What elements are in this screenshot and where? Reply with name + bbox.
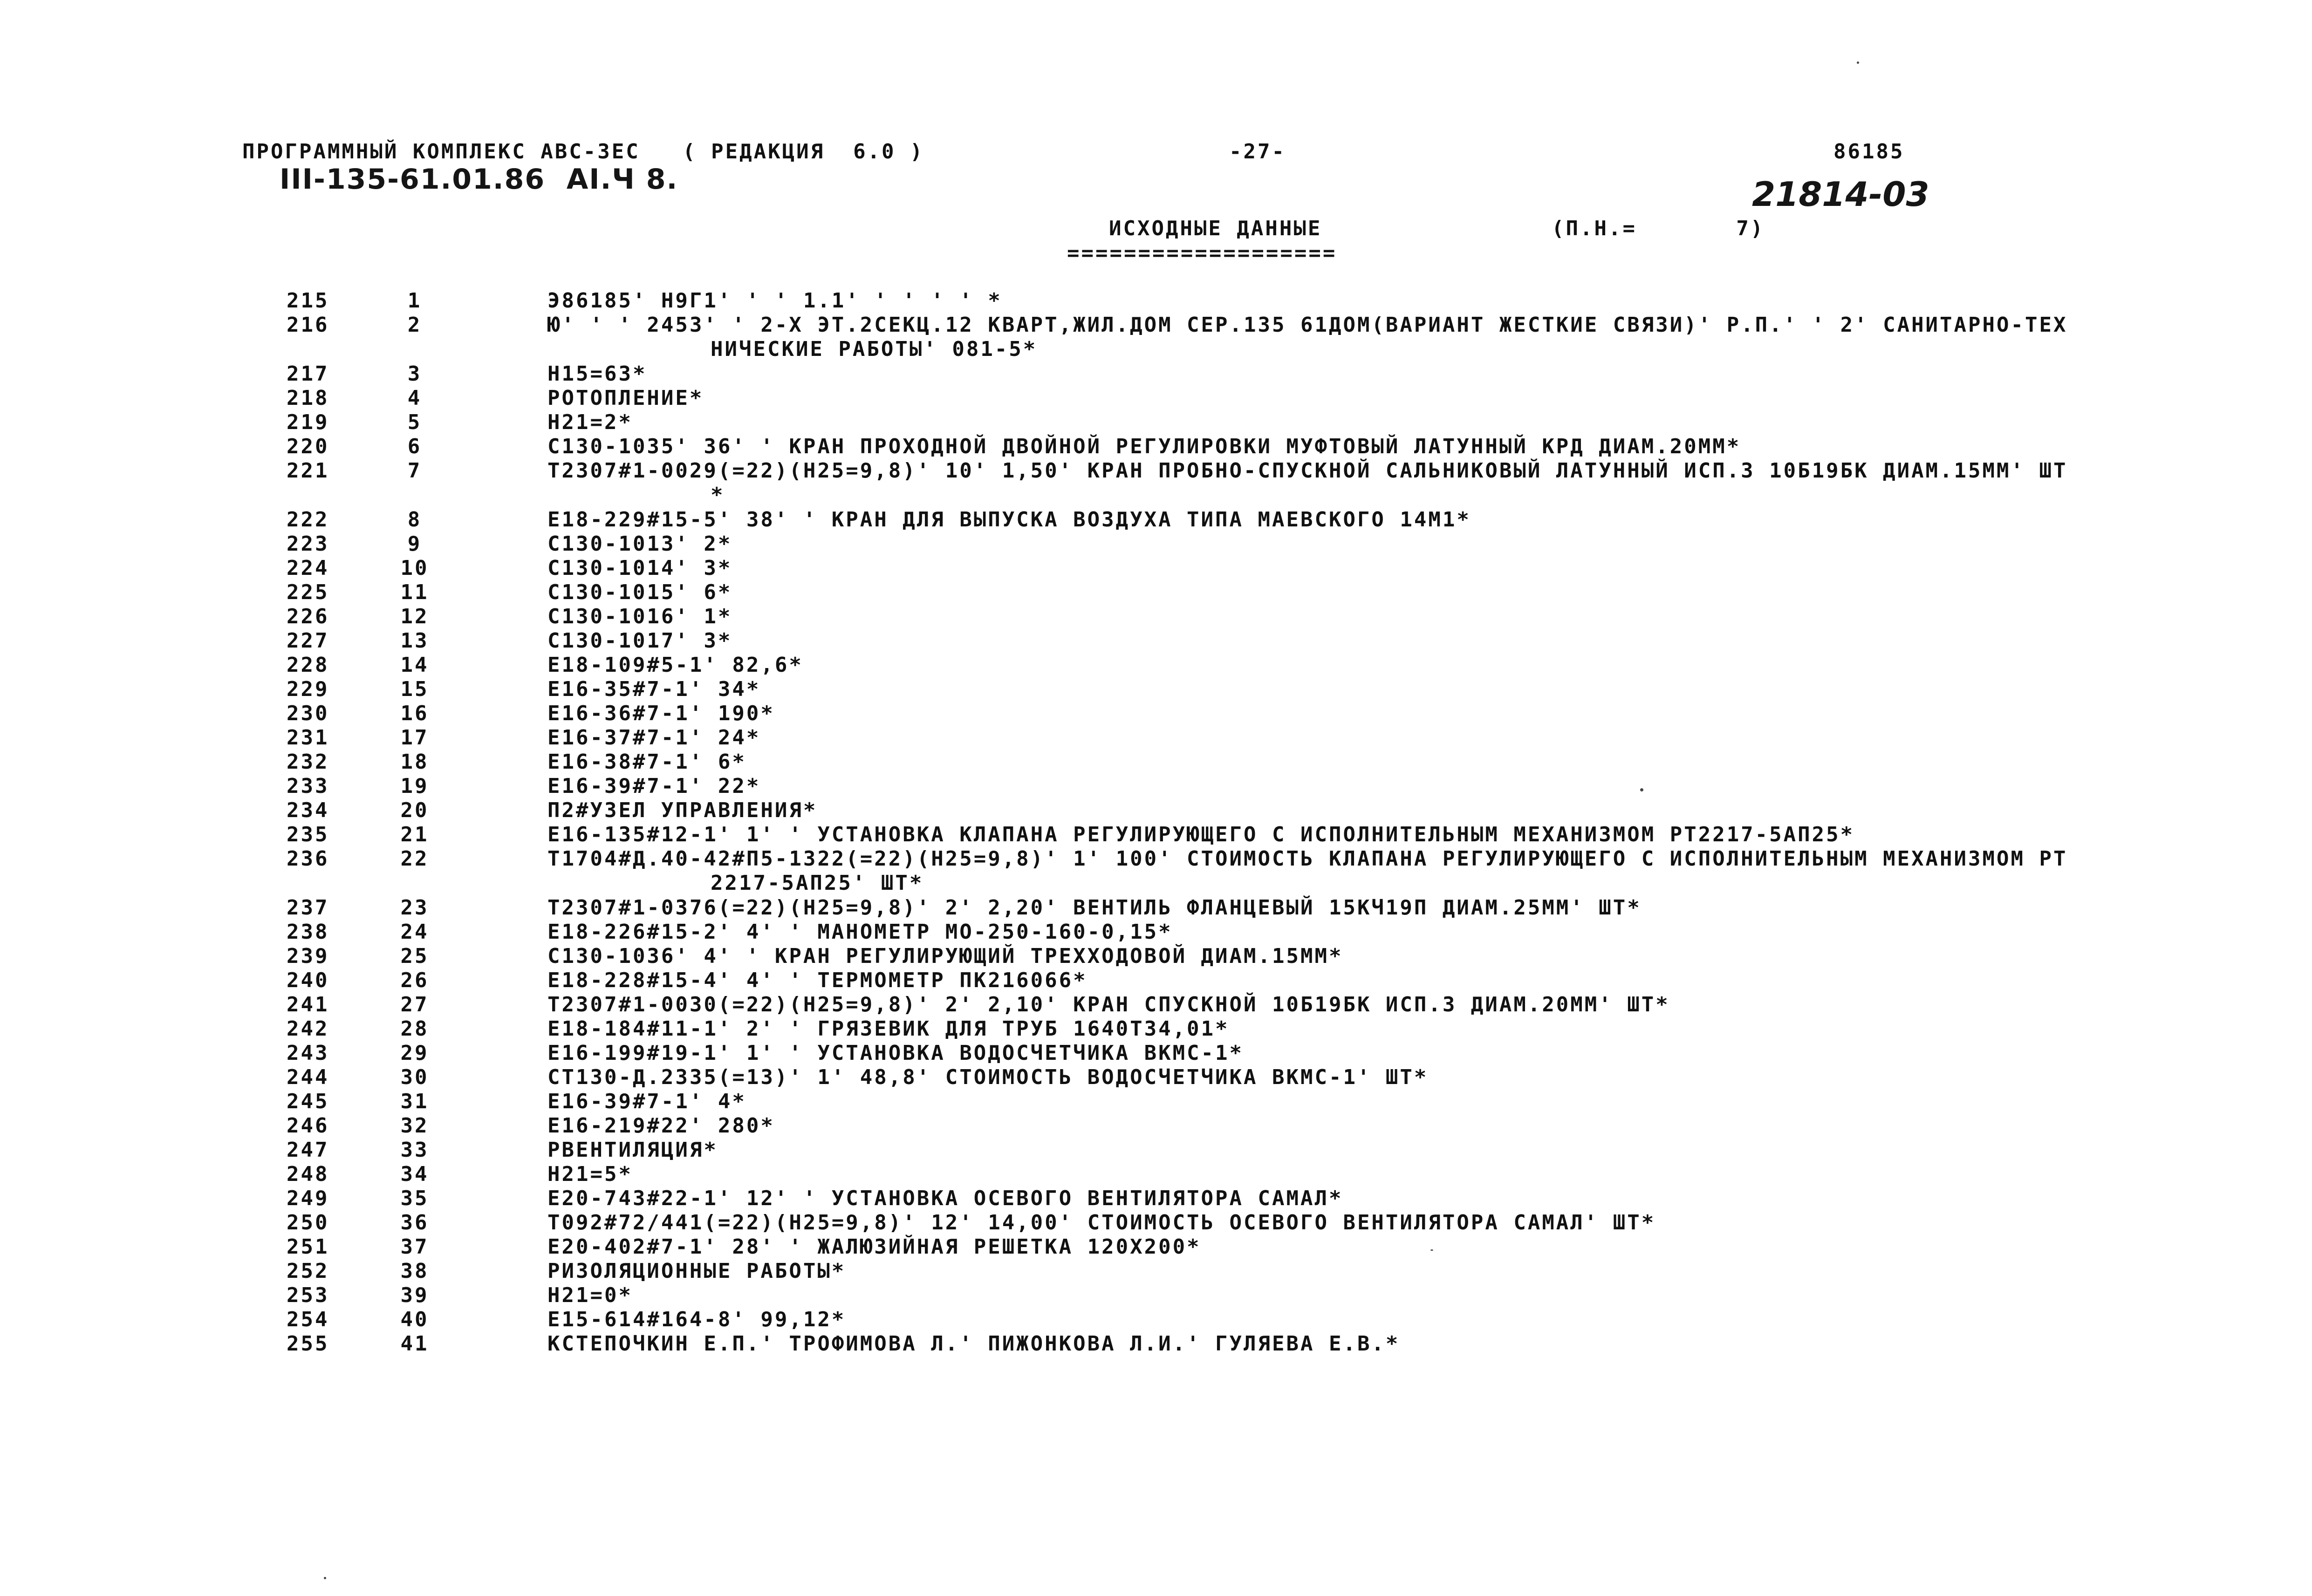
row-index: 26 xyxy=(400,969,429,992)
row-text: Е16-38#7-1' 6* xyxy=(547,750,746,774)
row-index: 41 xyxy=(400,1332,429,1356)
row-index: 30 xyxy=(400,1065,429,1089)
row-sequence-number: 252 xyxy=(287,1259,329,1283)
handwritten-number: 21814-03 xyxy=(1752,175,1929,214)
row-text: Е16-37#7-1' 24* xyxy=(547,726,761,750)
row-text: Н21=2* xyxy=(547,410,633,434)
row-index: 22 xyxy=(400,847,429,871)
row-index: 4 xyxy=(407,386,422,410)
row-continuation: * xyxy=(711,483,725,507)
row-sequence-number: 215 xyxy=(287,289,329,313)
scan-speck xyxy=(1430,1249,1433,1251)
row-sequence-number: 218 xyxy=(287,386,329,410)
row-text: Т092#72/441(=22)(Н25=9,8)' 12' 14,00' СТОИМОСТЬ ОСЕВОГО ВЕНТИЛЯТОРА САМАЛ' ШТ* xyxy=(547,1211,1656,1235)
row-sequence-number: 240 xyxy=(287,969,329,992)
row-text: Е18-229#15-5' 38' ' КРАН ДЛЯ ВЫПУСКА ВОЗДУХА ТИПА МАЕВСКОГО 14М1* xyxy=(547,508,1471,532)
row-sequence-number: 233 xyxy=(287,774,329,798)
row-index: 7 xyxy=(407,459,422,483)
row-continuation: НИЧЕСКИЕ РАБОТЫ' 081-5* xyxy=(711,337,1038,361)
row-index: 18 xyxy=(400,750,429,774)
handwritten-code: III-135-61.01.86 АI.Ч 8. xyxy=(280,163,678,196)
row-index: 15 xyxy=(400,677,429,701)
row-text: РИЗОЛЯЦИОННЫЕ РАБОТЫ* xyxy=(547,1259,846,1283)
row-sequence-number: 239 xyxy=(287,944,329,968)
row-sequence-number: 222 xyxy=(287,508,329,532)
row-text: СТ130-Д.2335(=13)' 1' 48,8' СТОИМОСТЬ ВОДОСЧЕТЧИКА ВКМС-1' ШТ* xyxy=(547,1065,1429,1089)
row-index: 39 xyxy=(400,1283,429,1307)
row-sequence-number: 255 xyxy=(287,1332,329,1356)
row-index: 24 xyxy=(400,920,429,944)
scan-speck xyxy=(1857,61,1859,64)
row-text: П2#УЗЕЛ УПРАВЛЕНИЯ* xyxy=(547,798,818,822)
row-sequence-number: 232 xyxy=(287,750,329,774)
row-text: Е20-402#7-1' 28' ' ЖАЛЮЗИЙНАЯ РЕШЕТКА 120Х200* xyxy=(547,1235,1201,1259)
row-text: КСТЕПОЧКИН Е.П.' ТРОФИМОВА Л.' ПИЖОНКОВА Л.И.' ГУЛЯЕВА Е.В.* xyxy=(547,1332,1400,1356)
row-sequence-number: 251 xyxy=(287,1235,329,1259)
row-sequence-number: 231 xyxy=(287,726,329,750)
row-index: 16 xyxy=(400,702,429,725)
row-sequence-number: 219 xyxy=(287,410,329,434)
row-sequence-number: 228 xyxy=(287,653,329,677)
row-sequence-number: 238 xyxy=(287,920,329,944)
section-title: ИСХОДНЫЕ ДАННЫЕ xyxy=(1109,217,1322,240)
row-sequence-number: 227 xyxy=(287,629,329,653)
row-text: Е16-135#12-1' 1' ' УСТАНОВКА КЛАПАНА РЕГУЛИРУЮЩЕГО С ИСПОЛНИТЕЛЬНЫМ МЕХАНИЗМОМ РТ2217-5АП25* xyxy=(547,823,1855,846)
row-text: С130-1014' 3* xyxy=(547,556,732,580)
row-text: Е15-614#164-8' 99,12* xyxy=(547,1308,846,1331)
row-text: Н15=63* xyxy=(547,362,647,386)
row-sequence-number: 243 xyxy=(287,1041,329,1065)
row-text: Е16-39#7-1' 22* xyxy=(547,774,761,798)
row-text: Е16-36#7-1' 190* xyxy=(547,702,775,725)
page-number: -27- xyxy=(1229,140,1286,164)
document-number: 86185 xyxy=(1833,140,1905,164)
row-index: 35 xyxy=(400,1187,429,1210)
row-index: 21 xyxy=(400,823,429,846)
row-sequence-number: 236 xyxy=(287,847,329,871)
section-param: (П.Н.= 7) xyxy=(1552,217,1765,240)
row-text: С130-1035' 36' ' КРАН ПРОХОДНОЙ ДВОЙНОЙ РЕГУЛИРОВКИ МУФТОВЫЙ ЛАТУННЫЙ КРД ДИАМ.20ММ* xyxy=(547,435,1741,458)
row-index: 13 xyxy=(400,629,429,653)
row-index: 38 xyxy=(400,1259,429,1283)
row-sequence-number: 229 xyxy=(287,677,329,701)
row-index: 32 xyxy=(400,1114,429,1138)
row-index: 12 xyxy=(400,605,429,628)
row-index: 3 xyxy=(407,362,422,386)
row-sequence-number: 237 xyxy=(287,896,329,920)
row-sequence-number: 250 xyxy=(287,1211,329,1235)
row-text: РОТОПЛЕНИЕ* xyxy=(547,386,704,410)
scan-speck xyxy=(324,1577,326,1579)
row-index: 2 xyxy=(407,313,422,337)
row-text: Е16-199#19-1' 1' ' УСТАНОВКА ВОДОСЧЕТЧИКА ВКМС-1* xyxy=(547,1041,1244,1065)
row-text: С130-1015' 6* xyxy=(547,580,732,604)
row-index: 25 xyxy=(400,944,429,968)
row-sequence-number: 217 xyxy=(287,362,329,386)
section-underline: =================== xyxy=(1067,241,1337,265)
row-text: Е16-219#22' 280* xyxy=(547,1114,775,1138)
row-index: 11 xyxy=(400,580,429,604)
row-text: Т2307#1-0029(=22)(Н25=9,8)' 10' 1,50' КРАН ПРОБНО-СПУСКНОЙ САЛЬНИКОВЫЙ ЛАТУННЫЙ ИСП.3 10Б19БК ДИАМ.15ММ' ШТ xyxy=(547,459,2068,483)
row-index: 17 xyxy=(400,726,429,750)
row-index: 33 xyxy=(400,1138,429,1162)
row-text: Ю' ' ' 2453' ' 2-Х ЭТ.2СЕКЦ.12 КВАРТ,ЖИЛ.ДОМ СЕР.135 61ДОМ(ВАРИАНТ ЖЕСТКИЕ СВЯЗИ)' Р.П.' ' 2' САНИТАРНО-ТЕХ xyxy=(547,313,2068,337)
row-sequence-number: 223 xyxy=(287,532,329,556)
row-index: 9 xyxy=(407,532,422,556)
row-index: 31 xyxy=(400,1090,429,1113)
row-sequence-number: 245 xyxy=(287,1090,329,1113)
row-text: Е18-184#11-1' 2' ' ГРЯЗЕВИК ДЛЯ ТРУБ 1640Т34,01* xyxy=(547,1017,1230,1041)
row-index: 1 xyxy=(407,289,422,313)
row-text: С130-1017' 3* xyxy=(547,629,732,653)
row-text: Е16-35#7-1' 34* xyxy=(547,677,761,701)
row-sequence-number: 220 xyxy=(287,435,329,458)
row-index: 8 xyxy=(407,508,422,532)
row-sequence-number: 242 xyxy=(287,1017,329,1041)
row-text: С130-1036' 4' ' КРАН РЕГУЛИРУЮЩИЙ ТРЕХХОДОВОЙ ДИАМ.15ММ* xyxy=(547,944,1343,968)
row-text: РВЕНТИЛЯЦИЯ* xyxy=(547,1138,718,1162)
row-sequence-number: 234 xyxy=(287,798,329,822)
row-text: Т2307#1-0376(=22)(Н25=9,8)' 2' 2,20' ВЕНТИЛЬ ФЛАНЦЕВЫЙ 15КЧ19П ДИАМ.25ММ' ШТ* xyxy=(547,896,1642,920)
row-text: Э86185' Н9Г1' ' ' 1.1' ' ' ' ' * xyxy=(547,289,1002,313)
row-index: 36 xyxy=(400,1211,429,1235)
row-index: 34 xyxy=(400,1162,429,1186)
program-title: ПРОГРАММНЫЙ КОМПЛЕКС АВС-3ЕС ( РЕДАКЦИЯ 6.0 ) xyxy=(242,140,924,164)
row-sequence-number: 226 xyxy=(287,605,329,628)
row-sequence-number: 241 xyxy=(287,993,329,1016)
row-sequence-number: 246 xyxy=(287,1114,329,1138)
row-index: 27 xyxy=(400,993,429,1016)
row-text: Е18-226#15-2' 4' ' МАНОМЕТР МО-250-160-0,15* xyxy=(547,920,1173,944)
row-sequence-number: 221 xyxy=(287,459,329,483)
row-sequence-number: 249 xyxy=(287,1187,329,1210)
row-text: Т2307#1-0030(=22)(Н25=9,8)' 2' 2,10' КРАН СПУСКНОЙ 10Б19БК ИСП.3 ДИАМ.20ММ' ШТ* xyxy=(547,993,1670,1016)
row-continuation: 2217-5АП25' ШТ* xyxy=(711,871,924,895)
row-index: 23 xyxy=(400,896,429,920)
row-index: 37 xyxy=(400,1235,429,1259)
row-sequence-number: 254 xyxy=(287,1308,329,1331)
row-text: С130-1013' 2* xyxy=(547,532,732,556)
row-index: 14 xyxy=(400,653,429,677)
row-index: 28 xyxy=(400,1017,429,1041)
row-sequence-number: 235 xyxy=(287,823,329,846)
row-sequence-number: 253 xyxy=(287,1283,329,1307)
scan-speck xyxy=(1640,788,1643,791)
row-index: 6 xyxy=(407,435,422,458)
row-text: Н21=5* xyxy=(547,1162,633,1186)
row-text: Е18-109#5-1' 82,6* xyxy=(547,653,803,677)
row-index: 29 xyxy=(400,1041,429,1065)
row-sequence-number: 244 xyxy=(287,1065,329,1089)
row-sequence-number: 230 xyxy=(287,702,329,725)
row-sequence-number: 225 xyxy=(287,580,329,604)
row-index: 19 xyxy=(400,774,429,798)
row-index: 40 xyxy=(400,1308,429,1331)
row-text: Т1704#Д.40-42#П5-1322(=22)(Н25=9,8)' 1' 100' СТОИМОСТЬ КЛАПАНА РЕГУЛИРУЮЩЕГО С ИСПОЛНИТЕЛЬНЫМ МЕХАНИЗМОМ РТ xyxy=(547,847,2068,871)
row-index: 10 xyxy=(400,556,429,580)
row-sequence-number: 224 xyxy=(287,556,329,580)
row-text: Н21=0* xyxy=(547,1283,633,1307)
row-text: Е20-743#22-1' 12' ' УСТАНОВКА ОСЕВОГО ВЕНТИЛЯТОРА САМАЛ* xyxy=(547,1187,1343,1210)
row-index: 5 xyxy=(407,410,422,434)
row-text: С130-1016' 1* xyxy=(547,605,732,628)
row-sequence-number: 248 xyxy=(287,1162,329,1186)
row-text: Е16-39#7-1' 4* xyxy=(547,1090,746,1113)
row-sequence-number: 216 xyxy=(287,313,329,337)
row-sequence-number: 247 xyxy=(287,1138,329,1162)
row-text: Е18-228#15-4' 4' ' ТЕРМОМЕТР ПК216066* xyxy=(547,969,1088,992)
row-index: 20 xyxy=(400,798,429,822)
